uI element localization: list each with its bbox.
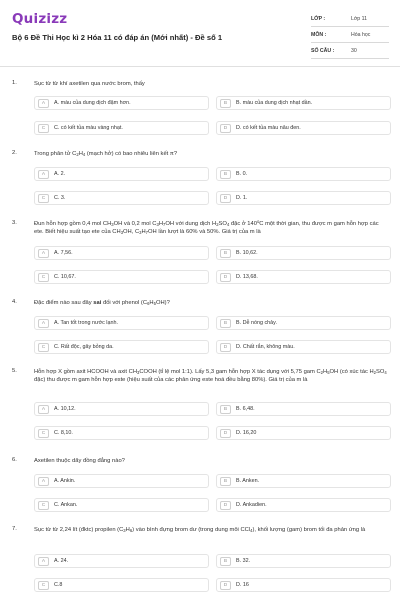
option-text: A. 7,56. [54, 250, 73, 256]
question-number: 2. [12, 150, 17, 156]
option-letter-badge: D [220, 429, 231, 438]
option-letter-badge: A [38, 99, 49, 108]
option-letter-badge: C [38, 273, 49, 282]
option-letter-badge: C [38, 429, 49, 438]
answer-option-c[interactable] [34, 426, 209, 440]
meta-key: MÔN : [311, 31, 327, 38]
option-text: C. Rất độc, gây bỏng da. [54, 344, 114, 350]
option-letter-badge: A [38, 249, 49, 258]
option-letter-badge: C [38, 501, 49, 510]
answer-option-d[interactable] [216, 340, 391, 354]
option-text: C.8 [54, 582, 63, 588]
meta-row-question-count [311, 43, 389, 59]
option-letter-badge: D [220, 194, 231, 203]
option-letter-badge: A [38, 405, 49, 414]
worksheet-header [0, 0, 400, 66]
option-text: D. có kết tủa màu nâu đen. [236, 125, 301, 131]
answer-option-c[interactable] [34, 498, 209, 512]
answer-option-d[interactable] [216, 121, 391, 135]
answer-option-c[interactable] [34, 191, 209, 205]
option-text: C. có kết tủa màu vàng nhạt. [54, 125, 123, 131]
answer-option-d[interactable] [216, 578, 391, 592]
option-letter-badge: A [38, 319, 49, 328]
answer-option-b[interactable] [216, 167, 391, 181]
option-text: D. 1. [236, 195, 248, 201]
option-letter-badge: B [220, 477, 231, 486]
option-letter-badge: D [220, 124, 231, 133]
question-number: 4. [12, 299, 17, 305]
question-text: Axetilen thuộc dãy đồng đẳng nào? [34, 458, 125, 464]
answer-option-b[interactable] [216, 402, 391, 416]
answer-option-b[interactable] [216, 474, 391, 488]
worksheet-title: Bộ 6 Đề Thi Học kì 2 Hóa 11 có đáp án (Mới nhất) - Đề số 1 [12, 33, 223, 42]
option-text: B. 0. [236, 171, 248, 177]
option-text: B. màu của dung dịch nhạt dần. [236, 100, 313, 106]
question-text: Sục từ từ khí axetilen qua nước brom, thấy [34, 81, 145, 87]
option-letter-badge: C [38, 194, 49, 203]
answer-option-c[interactable] [34, 578, 209, 592]
option-text: A. 10,12. [54, 406, 76, 412]
answer-option-a[interactable] [34, 474, 209, 488]
option-letter-badge: A [38, 170, 49, 179]
worksheet-meta [311, 11, 389, 59]
option-text: D. 16 [236, 582, 249, 588]
option-text: B. 6,48. [236, 406, 255, 412]
quizizz-logo: Quizizz [12, 11, 68, 27]
option-text: A. Ankin. [54, 478, 76, 484]
option-text: B. 10,62. [236, 250, 258, 256]
question-number: 1. [12, 80, 17, 86]
answer-option-d[interactable] [216, 426, 391, 440]
option-text: C. 3. [54, 195, 66, 201]
meta-row-grade [311, 11, 389, 27]
option-letter-badge: C [38, 581, 49, 590]
option-text: D. 13,68. [236, 274, 258, 280]
meta-value: 30 [351, 47, 357, 54]
option-text: A. 24. [54, 558, 69, 564]
answer-option-d[interactable] [216, 191, 391, 205]
meta-key: SỐ CÂU : [311, 47, 335, 54]
answer-option-a[interactable] [34, 554, 209, 568]
option-text: A. 2. [54, 171, 66, 177]
answer-option-c[interactable] [34, 121, 209, 135]
question-text: Trong phân tử $C_2H_4$ (mạch hở) có bao nhiêu liên kết π? [34, 151, 178, 157]
option-text: A. màu của dung dịch đậm hơn. [54, 100, 131, 106]
option-letter-badge: B [220, 557, 231, 566]
answer-option-a[interactable] [34, 316, 209, 330]
option-text: D. 16,20 [236, 430, 257, 436]
question-number: 3. [12, 220, 17, 226]
option-letter-badge: A [38, 477, 49, 486]
option-letter-badge: C [38, 124, 49, 133]
answer-option-a[interactable] [34, 402, 209, 416]
answer-option-b[interactable] [216, 316, 391, 330]
answer-option-b[interactable] [216, 96, 391, 110]
question-text: Đặc điểm nào sau đây sai đối với phenol $(C_6H_5OH)$? [34, 300, 170, 306]
option-letter-badge: D [220, 343, 231, 352]
answer-option-c[interactable] [34, 270, 209, 284]
meta-row-subject [311, 27, 389, 43]
option-text: C. 10,67. [54, 274, 76, 280]
option-text: C. Ankan. [54, 502, 78, 508]
option-text: D. Chất rắn, không màu. [236, 344, 295, 350]
question-text: Hỗn hợp X gồm axit HCOOH và axit $CH_3COOH$ (tỉ lệ mol 1:1). Lấy 5,3 gam hỗn hợp X tác dụng với 5,75 gam $C_2H_5OH$ (có xúc tác $H_2SO_4$ đặc) thu được m gam hỗn hợp este (hiệu suất của các phản ứng este hoá đều bằng 80%). Giá trị của m là [34, 369, 387, 383]
header-divider [0, 66, 400, 67]
question-text: Đun hỗn hợp gồm 0,4 mol $CH_3OH$ và 0,2 mol $C_3H_7OH$ với dung dịch $H_2SO_4$ đặc ở 140$^o$C một thời gian, thu được m gam hỗn hợp các ete. Biết hiệu suất tạo ete của $CH_3OH$, $C_3H_7OH$ lần lượt là 60% và 50%. Giá trị của m là [34, 219, 379, 235]
meta-key: LỚP : [311, 15, 326, 22]
answer-option-a[interactable] [34, 167, 209, 181]
option-letter-badge: B [220, 170, 231, 179]
option-letter-badge: A [38, 557, 49, 566]
option-text: B. Anken. [236, 478, 260, 484]
answer-option-b[interactable] [216, 246, 391, 260]
question-number: 5. [12, 368, 17, 374]
question-number: 7. [12, 526, 17, 532]
question-text: Sục từ từ 2,24 lít (đktc) propilen $(C_3H_6)$ vào bình đựng brom dư (trong dung môi CCl$_4$), khối lượng (gam) brom tối đa phản ứng là [34, 527, 366, 533]
option-text: D. Ankadien. [236, 502, 267, 508]
option-letter-badge: B [220, 249, 231, 258]
answer-option-d[interactable] [216, 498, 391, 512]
option-text: C. 8,10. [54, 430, 73, 436]
option-text: B. Dễ nóng chảy. [236, 320, 277, 326]
option-letter-badge: B [220, 99, 231, 108]
meta-value: Lớp 11 [351, 15, 367, 22]
option-letter-badge: B [220, 319, 231, 328]
option-letter-badge: D [220, 581, 231, 590]
option-letter-badge: D [220, 273, 231, 282]
question-number: 6. [12, 457, 17, 463]
option-text: B. 32. [236, 558, 251, 564]
option-letter-badge: B [220, 405, 231, 414]
option-letter-badge: C [38, 343, 49, 352]
option-letter-badge: D [220, 501, 231, 510]
answer-option-a[interactable] [34, 96, 209, 110]
meta-value: Hóa học [351, 31, 371, 38]
answer-option-d[interactable] [216, 270, 391, 284]
answer-option-c[interactable] [34, 340, 209, 354]
answer-option-b[interactable] [216, 554, 391, 568]
answer-option-a[interactable] [34, 246, 209, 260]
option-text: A. Tan tốt trong nước lạnh. [54, 320, 118, 326]
